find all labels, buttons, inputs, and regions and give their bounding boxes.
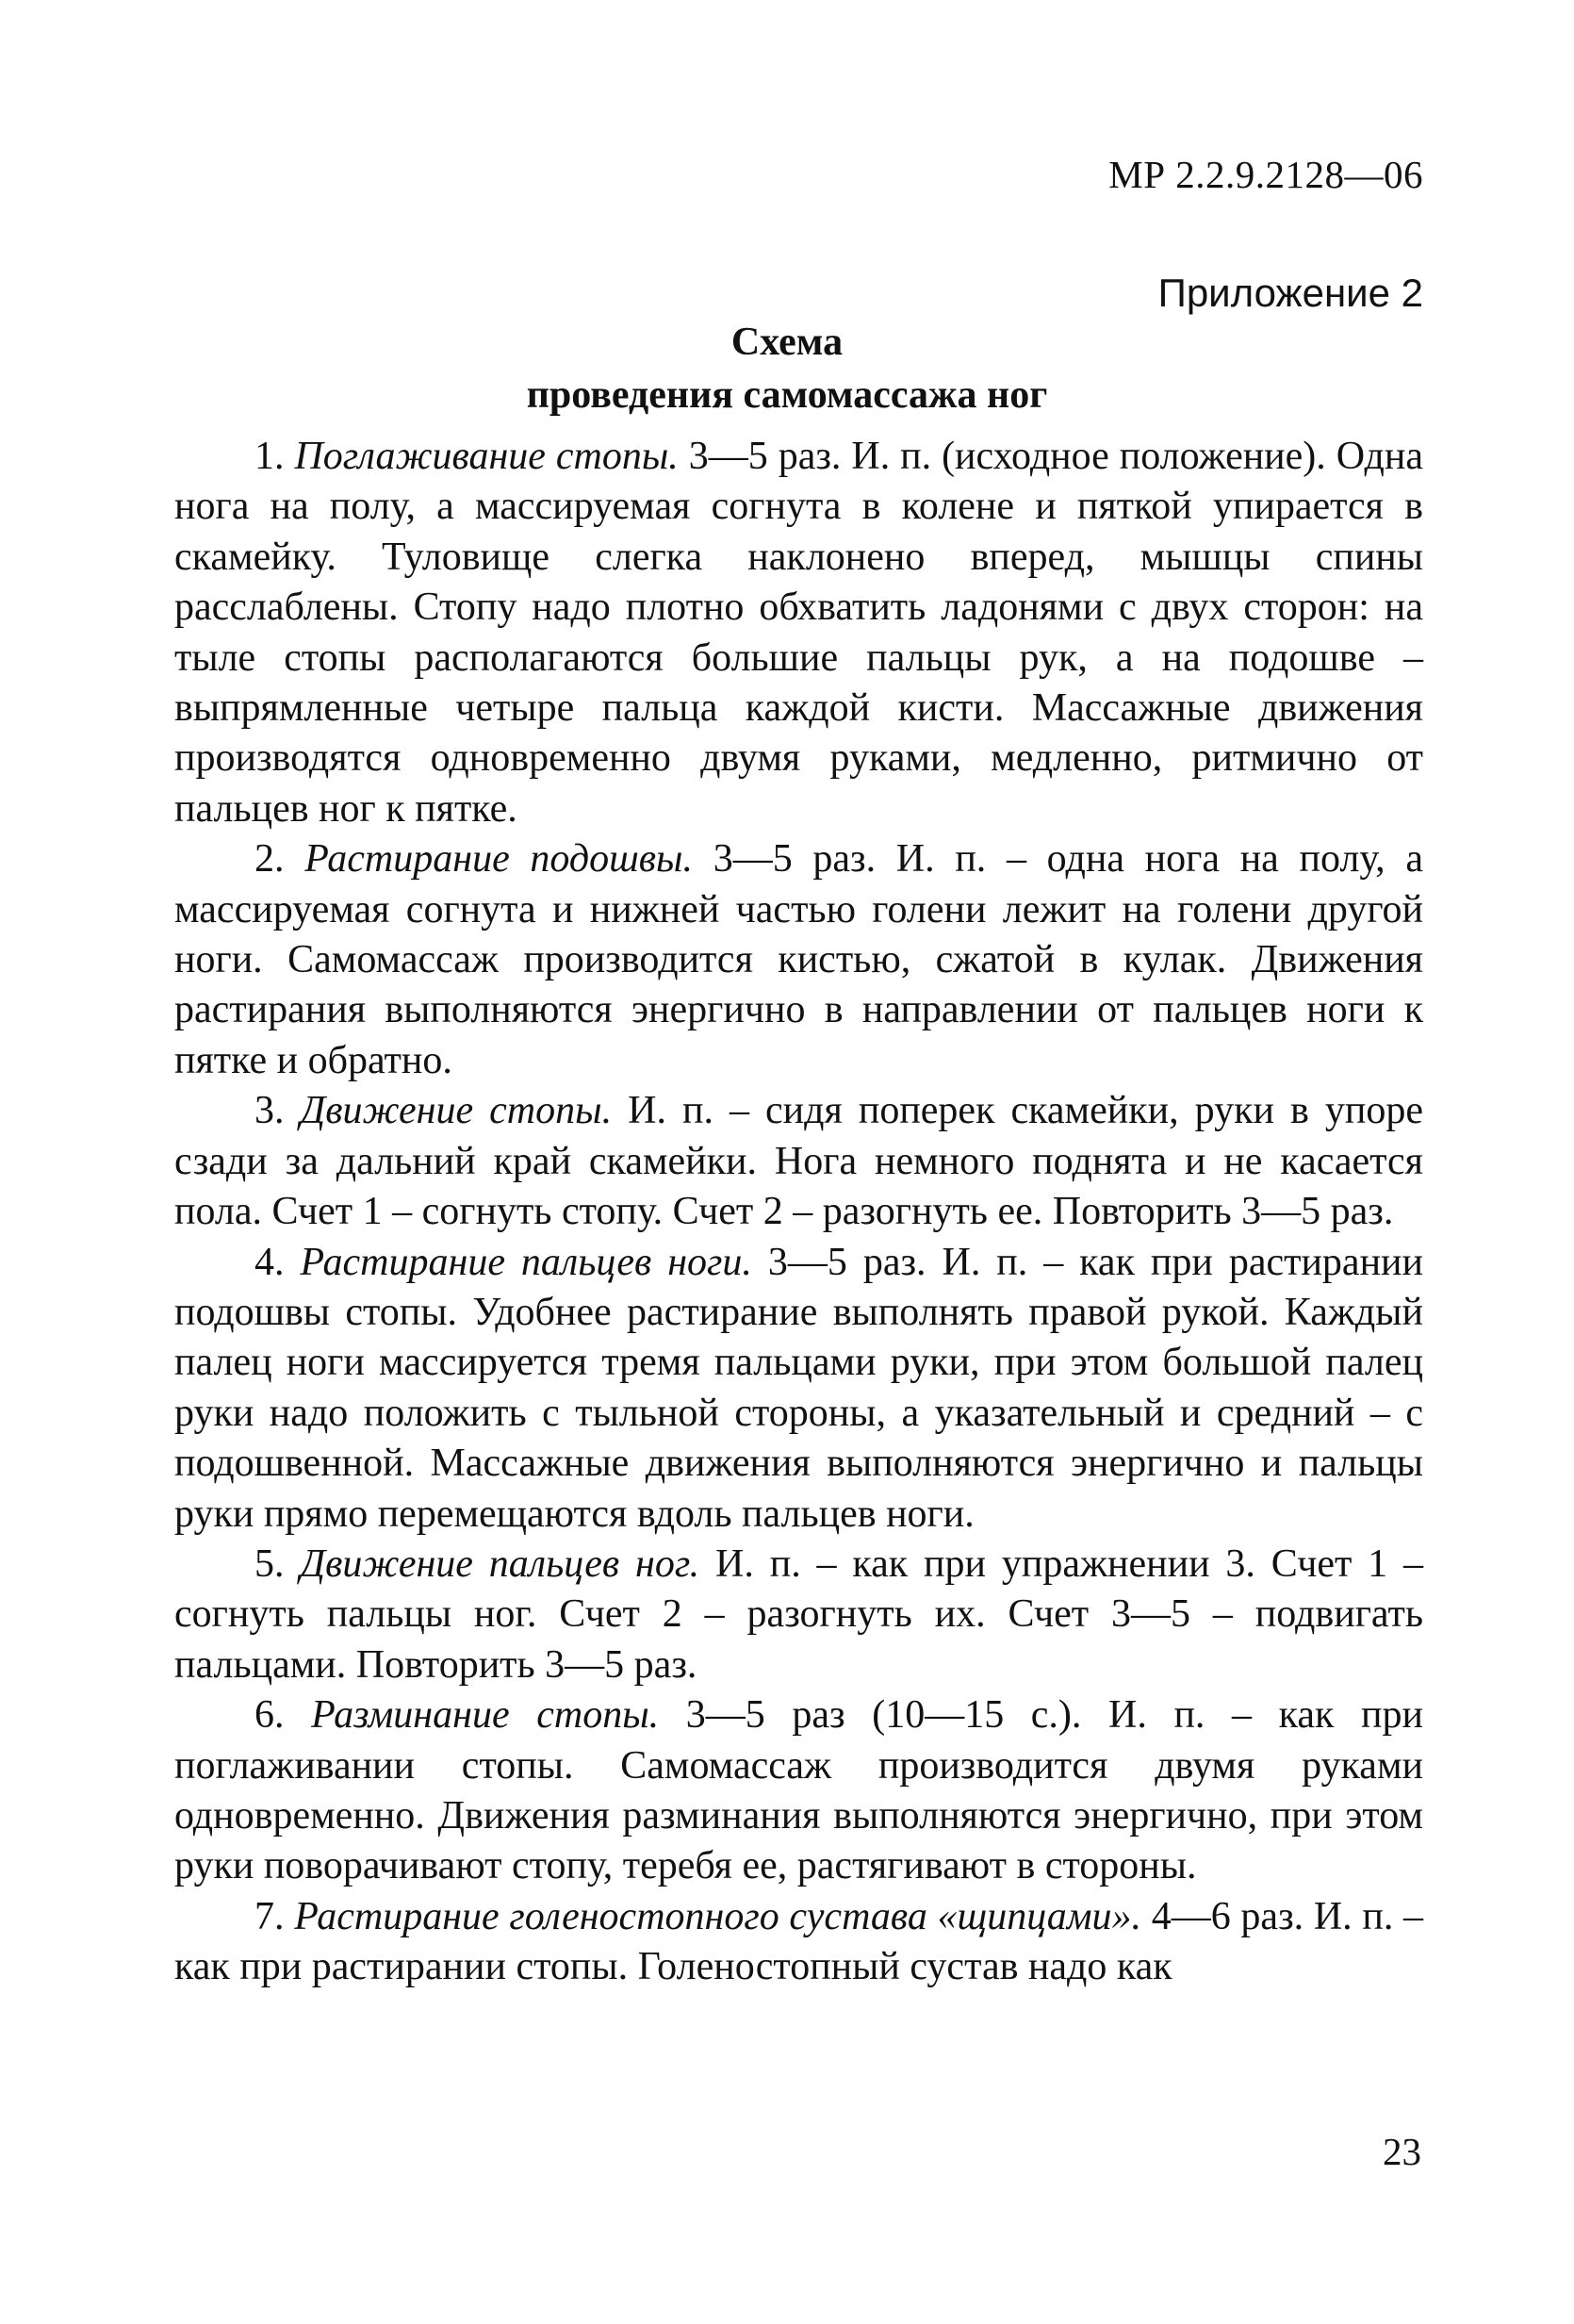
item-number: 5. xyxy=(254,1541,285,1586)
document-code: МР 2.2.9.2128—06 xyxy=(1108,153,1423,196)
item-name: Разминание стопы. xyxy=(311,1693,660,1738)
item-text: 3—5 раз. И. п. (исходное положение). Одна нога на полу, а массируемая согнута в колене и пяткой упирается в скамейку. Туловище слегка наклонено вперед, мышцы спины расслаблены. Стопу надо плотно обхватить ладонями с двух сторон: на тыле стопы располагаются большие пальцы рук, а на подошве – выпрямленные четыре пальца каждой кисти. Массажные движения производятся одновременно двумя руками, медленно, ритмично от пальцев ног к пятке. xyxy=(174,435,1423,831)
item-number: 2. xyxy=(254,837,285,882)
item-name: Движение пальцев ног. xyxy=(300,1541,700,1586)
paragraph-3 xyxy=(174,1086,1423,1237)
paragraph-5 xyxy=(174,1540,1423,1690)
item-text: И. п. – как при упражнении 3. Счет 1 – согнуть пальцы ног. Счет 2 – разогнуть их. Счет 3—5 – подвигать пальцами. Повторить 3—5 раз. xyxy=(174,1541,1424,1687)
item-text: 3—5 раз. И. п. – одна нога на полу, а массируемая согнута и нижней частью голени лежит на голени другой ноги. Самомассаж производится кистью, сжатой в кулак. Движения растирания выполняются энергично в направлении от пальцев ноги к пятке и обратно. xyxy=(174,837,1424,1082)
document-body xyxy=(174,432,1423,1993)
item-number: 7. xyxy=(254,1894,285,1938)
item-number: 3. xyxy=(254,1089,285,1133)
paragraph-7 xyxy=(174,1892,1423,1993)
paragraph-1 xyxy=(174,432,1423,834)
page-number: 23 xyxy=(1383,2130,1421,2173)
item-text: 4—6 раз. И. п. – как при растирании стопы. Голеностопный сустав надо как xyxy=(174,1894,1424,1989)
item-number: 6. xyxy=(254,1693,285,1738)
item-name: Растирание пальцев ноги. xyxy=(300,1240,752,1284)
paragraph-4 xyxy=(174,1238,1423,1540)
item-text: И. п. – сидя поперек скамейки, руки в упоре сзади за дальний край скамейки. Нога немного поднята и не касается пола. Счет 1 – согнуть стопу. Счет 2 – разогнуть ее. Повторить 3—5 раз. xyxy=(174,1089,1423,1234)
item-name: Растирание голеностопного сустава «щипцами». xyxy=(294,1894,1142,1938)
appendix-label: Приложение 2 xyxy=(1157,271,1423,315)
paragraph-6 xyxy=(174,1690,1423,1892)
item-number: 1. xyxy=(254,435,285,478)
title-line-2: проведения самомассажа ног xyxy=(526,373,1048,417)
paragraph-2 xyxy=(174,834,1423,1086)
item-text: 3—5 раз (10—15 с.). И. п. – как при поглаживании стопы. Самомассаж производится двумя руками одновременно. Движения разминания выполняются энергично, при этом руки поворачивают стопу, теребя ее, растягивают в стороны. xyxy=(174,1693,1424,1888)
page-title xyxy=(0,316,1574,421)
item-name: Растирание подошвы. xyxy=(304,837,693,882)
item-number: 4. xyxy=(254,1240,285,1284)
item-text: 3—5 раз. И. п. – как при растирании подошвы стопы. Удобнее растирание выполнять правой рукой. Каждый палец ноги массируется тремя пальцами руки, при этом большой палец руки надо положить с тыльной стороны, а указательный и средний – с подошвенной. Массажные движения выполняются энергично и пальцы руки прямо перемещаются вдоль пальцев ноги. xyxy=(174,1240,1424,1536)
item-name: Поглаживание стопы. xyxy=(294,435,679,478)
item-name: Движение стопы. xyxy=(300,1089,613,1133)
title-line-1: Схема xyxy=(730,321,844,364)
